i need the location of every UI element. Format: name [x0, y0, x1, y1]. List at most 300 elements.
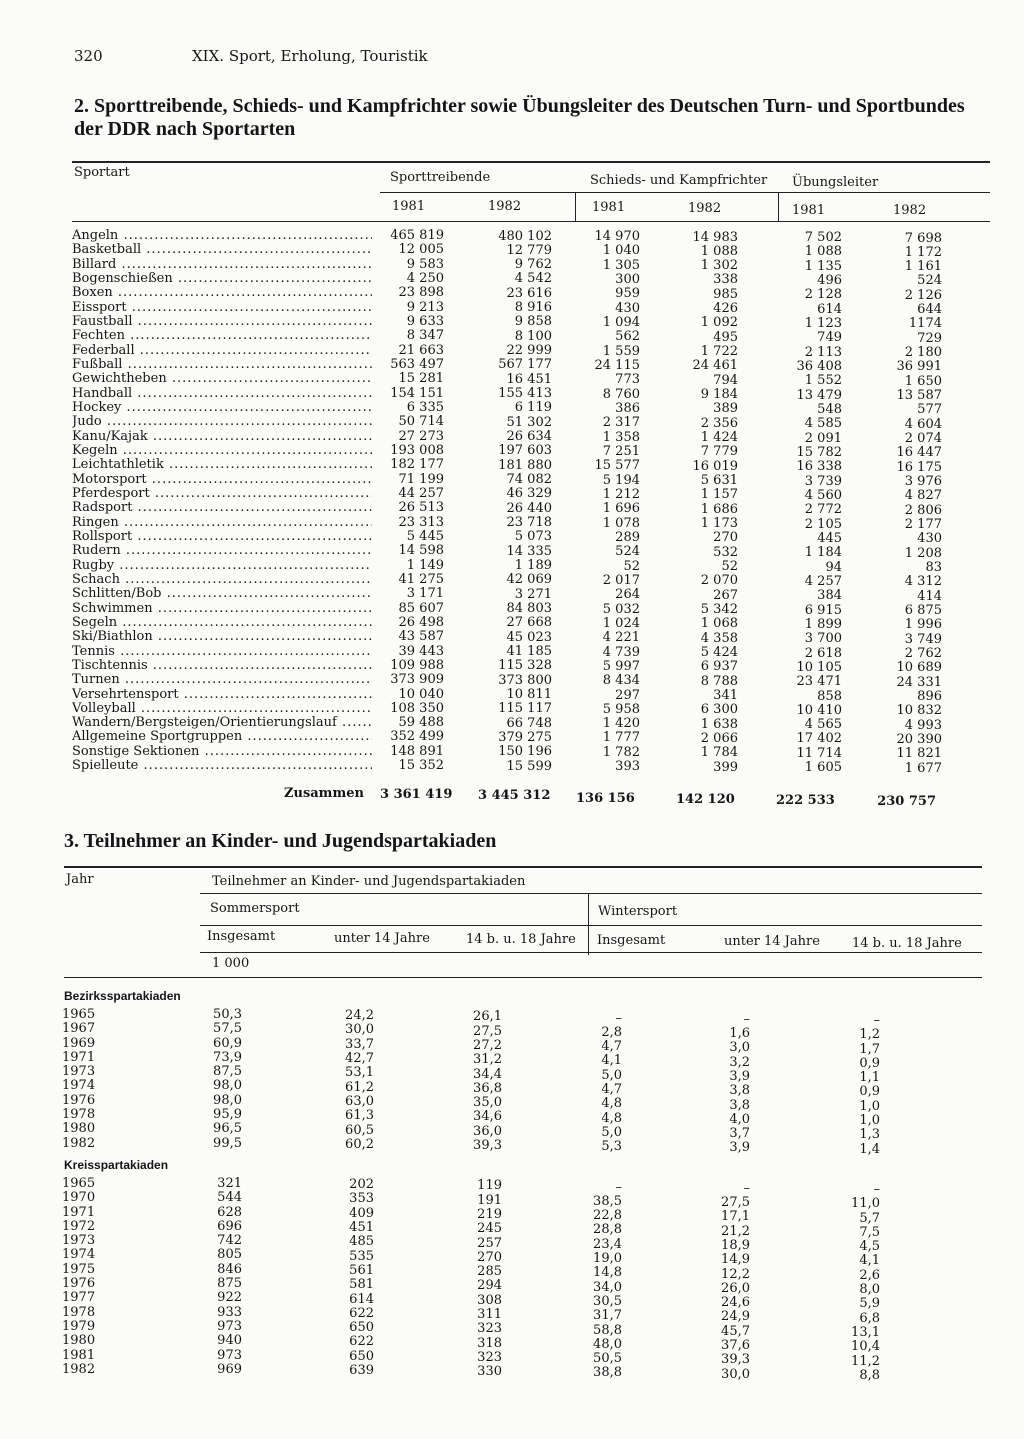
cell-value: 30,5: [593, 1293, 622, 1309]
cell-value: 2 017: [602, 572, 640, 588]
cell-value: 9 633: [406, 313, 444, 329]
table-row: [0, 356, 1000, 375]
sub-insgesamt: Insgesamt: [207, 929, 276, 944]
cell-value: 23 471: [796, 674, 842, 690]
year-cell: 1965: [62, 1007, 96, 1022]
cell-value: 10 811: [506, 687, 552, 702]
cell-value: 14 335: [506, 543, 552, 559]
table-row: [0, 514, 1000, 533]
sportart-name: Eissport .....: [72, 301, 372, 315]
cell-value: 38,5: [593, 1193, 622, 1209]
cell-value: 1 722: [700, 344, 738, 360]
cell-value: 409: [349, 1205, 374, 1221]
cell-value: 8,8: [859, 1367, 880, 1383]
cell-value: 1 650: [904, 373, 942, 389]
cell-value: 150 196: [498, 744, 552, 760]
cell-value: 4 585: [804, 416, 842, 432]
cell-value: 1 024: [602, 615, 640, 631]
cell-value: 535: [349, 1248, 374, 1264]
cell-value: 563 497: [390, 356, 444, 372]
cell-value: 323: [477, 1321, 502, 1337]
cell-value: 742: [217, 1233, 242, 1249]
cell-value: 496: [817, 272, 842, 288]
cell-value: 2 113: [804, 344, 842, 360]
sportart-name: Bogenschießen .....: [72, 272, 372, 286]
cell-value: 11,2: [851, 1353, 880, 1369]
cell-value: 267: [713, 587, 738, 603]
cell-value: 181 880: [498, 457, 552, 473]
cell-value: 426: [713, 301, 738, 317]
cell-value: 14,9: [721, 1252, 750, 1268]
cell-value: 858: [817, 688, 842, 704]
cell-value: 614: [349, 1291, 374, 1307]
table3-section2-body: [0, 1176, 1000, 1383]
cell-value: 2 772: [804, 502, 842, 518]
cell-value: 430: [615, 300, 640, 316]
cell-value: 544: [217, 1190, 242, 1206]
cell-value: 628: [217, 1204, 242, 1220]
section-bezirk: Bezirksspartakiaden: [64, 989, 181, 1003]
cell-value: 3 171: [406, 586, 444, 602]
cell-value: 3 271: [514, 586, 552, 602]
cell-value: 15 599: [506, 758, 552, 774]
cell-value: 973: [217, 1347, 242, 1363]
cell-value: 182 177: [390, 457, 444, 473]
cell-value: 323: [477, 1349, 502, 1365]
table-row: [0, 256, 1000, 275]
cell-value: 8 760: [602, 386, 640, 402]
table-row: [0, 285, 1000, 303]
cell-value: 13,1: [851, 1324, 880, 1340]
sportart-name: Basketball .....: [72, 243, 372, 257]
sportart-name: Fechten .....: [72, 329, 372, 343]
cell-value: 896: [917, 689, 942, 704]
cell-value: 5 958: [602, 701, 640, 717]
cell-value: 66 748: [506, 715, 552, 731]
cell-value: 10 689: [896, 660, 942, 676]
divider: [200, 952, 982, 953]
table2-header-rule: [72, 221, 990, 222]
cell-value: 1 208: [904, 545, 942, 561]
cell-value: 109 988: [390, 657, 444, 673]
sportart-name: Wandern/Bergsteigen/Orientierungslauf .....: [72, 716, 372, 730]
cell-value: 8 916: [514, 300, 552, 316]
cell-value: 4 739: [602, 644, 640, 660]
sportart-name: Federball .....: [72, 344, 372, 358]
cell-value: 17 402: [796, 731, 842, 747]
t2-year-1981-c: 1981: [792, 203, 826, 218]
cell-value: 2 128: [804, 287, 842, 303]
cell-value: 1 068: [700, 616, 738, 632]
cell-value: 1 996: [904, 617, 942, 633]
cell-value: 5,9: [859, 1296, 880, 1312]
cell-value: 650: [349, 1320, 374, 1336]
table-row: [0, 1007, 1000, 1028]
table2-group-rule: [380, 192, 990, 193]
cell-value: 567 177: [498, 357, 552, 373]
cell-value: 561: [349, 1262, 374, 1278]
year-cell: 1967: [62, 1021, 96, 1037]
cell-value: 36 408: [796, 358, 842, 374]
cell-value: 6 335: [406, 399, 444, 415]
cell-value: 6 300: [700, 702, 738, 718]
cell-value: 4,0: [729, 1111, 750, 1127]
table-row: [0, 543, 1000, 561]
cell-value: 39,3: [721, 1352, 750, 1368]
cell-value: 99,5: [213, 1135, 242, 1151]
year-cell: 1973: [62, 1233, 96, 1249]
sub-unter14: unter 14 Jahre: [334, 931, 430, 946]
cell-value: 3,0: [729, 1040, 750, 1056]
table-row: [0, 557, 1000, 576]
cell-value: 7 502: [804, 230, 842, 245]
table-row: [0, 385, 1000, 404]
cell-value: 2 762: [904, 646, 942, 662]
cell-value: 17,1: [721, 1209, 750, 1225]
cell-value: 614: [817, 301, 842, 317]
cell-value: 39 443: [398, 643, 444, 659]
cell-value: 1 135: [804, 258, 842, 274]
cell-value: 1 358: [602, 429, 640, 445]
year-cell: 1970: [62, 1190, 96, 1206]
total-value: 222 533: [776, 793, 835, 808]
cell-value: 5,7: [859, 1210, 880, 1226]
sub-14bis18-w: 14 b. u. 18 Jahre: [852, 936, 962, 951]
cell-value: 2 317: [602, 415, 640, 431]
cell-value: 1 123: [804, 315, 842, 331]
cell-value: 7 251: [602, 443, 640, 459]
table-row: [0, 313, 1000, 332]
cell-value: 696: [217, 1218, 242, 1234]
cell-value: 338: [713, 272, 738, 288]
cell-value: 61,3: [345, 1108, 374, 1124]
sportart-name: Boxen .....: [72, 286, 372, 300]
cell-value: 5 445: [406, 528, 444, 544]
cell-value: 31,7: [593, 1308, 622, 1324]
cell-value: 15 352: [398, 758, 444, 774]
cell-value: 4,5: [859, 1239, 880, 1255]
cell-value: 10 410: [796, 702, 842, 718]
year-cell: 1981: [62, 1347, 96, 1363]
cell-value: 7 698: [904, 230, 942, 246]
cell-value: 60,2: [345, 1136, 374, 1152]
year-cell: 1969: [62, 1035, 96, 1051]
cell-value: –: [873, 1182, 880, 1197]
cell-value: 27,5: [473, 1023, 502, 1039]
cell-value: 622: [349, 1305, 374, 1321]
year-cell: 1971: [62, 1204, 96, 1220]
year-cell: 1982: [62, 1361, 96, 1377]
cell-value: 969: [217, 1361, 242, 1377]
cell-value: 1 899: [804, 616, 842, 632]
sportart-name: Spielleute .....: [72, 759, 372, 773]
sportart-name: Handball .....: [72, 387, 372, 401]
cell-value: 24 331: [896, 674, 942, 690]
cell-value: 191: [477, 1192, 502, 1208]
table-row: [0, 399, 1000, 418]
unit-label: 1 000: [212, 956, 250, 971]
group-sporttreibende: Sporttreibende: [390, 170, 491, 185]
cell-value: 581: [349, 1277, 374, 1293]
sportart-name: Hockey .....: [72, 401, 372, 415]
cell-value: 24 461: [692, 358, 738, 374]
cell-value: 373 909: [390, 672, 444, 688]
cell-value: 1 420: [602, 716, 640, 732]
cell-value: 5 342: [700, 602, 738, 618]
cell-value: 1 552: [804, 373, 842, 389]
cell-value: 22,8: [593, 1208, 622, 1224]
divider: [200, 925, 982, 926]
cell-value: 4 565: [804, 717, 842, 733]
divider: [575, 192, 576, 221]
sportart-name: Rollsport .....: [72, 530, 372, 544]
cell-value: 10 105: [796, 659, 842, 675]
table-row: [0, 342, 1000, 361]
cell-value: 6 937: [700, 659, 738, 675]
cell-value: 2 356: [700, 415, 738, 431]
cell-value: 13 587: [896, 388, 942, 404]
cell-value: 1 305: [602, 257, 640, 273]
cell-value: 23 898: [398, 285, 444, 301]
year-cell: 1973: [62, 1064, 96, 1080]
cell-value: 495: [713, 329, 738, 345]
table2-body: [0, 228, 1000, 776]
cell-value: 39,3: [473, 1138, 502, 1154]
cell-value: 1 040: [602, 243, 640, 259]
cell-value: 1 172: [904, 244, 942, 260]
sportart-name: Ringen .....: [72, 516, 372, 530]
cell-value: 12 779: [506, 242, 552, 258]
cell-value: 8,0: [859, 1282, 880, 1298]
year-cell: 1980: [62, 1333, 96, 1349]
cell-value: 83: [925, 560, 942, 576]
year-cell: 1972: [62, 1218, 96, 1234]
cell-value: 16 019: [692, 458, 738, 474]
table-row: [0, 729, 1000, 747]
t2-year-1982-c: 1982: [893, 203, 927, 218]
cell-value: 41 185: [506, 644, 552, 660]
cell-value: 308: [477, 1292, 502, 1308]
cell-value: 4,1: [859, 1253, 880, 1269]
cell-value: 5,3: [601, 1139, 622, 1155]
table3-title: 3. Teilnehmer an Kinder- und Jugendspartakiaden: [64, 830, 497, 852]
cell-value: 6 119: [514, 400, 552, 416]
divider: [588, 893, 589, 955]
cell-value: 1,7: [859, 1041, 880, 1057]
cell-value: 36,0: [473, 1123, 502, 1139]
cell-value: 18,9: [721, 1237, 750, 1253]
sportart-name: Fußball .....: [72, 358, 372, 372]
cell-value: 9 213: [406, 299, 444, 315]
cell-value: 9 184: [700, 387, 738, 403]
col-sportart: Sportart: [74, 165, 130, 180]
cell-value: 445: [817, 530, 842, 546]
cell-value: 45,7: [721, 1323, 750, 1339]
cell-value: 34,0: [593, 1279, 622, 1295]
cell-value: 11,0: [851, 1196, 880, 1212]
table-row: [0, 270, 1000, 289]
cell-value: 1 189: [514, 558, 552, 574]
cell-value: 5 194: [602, 472, 640, 488]
cell-value: 264: [615, 587, 640, 603]
cell-value: 34,4: [473, 1066, 502, 1082]
cell-value: 4 358: [700, 630, 738, 646]
table2-title: 2. Sporttreibende, Schieds- und Kampfrichter sowie Übungsleiter des Deutschen Turn- und Sportbundes der DDR nach Sportarten: [74, 95, 965, 140]
cell-value: 1 638: [700, 716, 738, 732]
year-cell: 1980: [62, 1121, 96, 1137]
cell-value: 24 115: [594, 357, 640, 373]
cell-value: 26 634: [506, 429, 552, 445]
cell-value: 1,2: [859, 1027, 880, 1043]
cell-value: 26,0: [721, 1280, 750, 1296]
sportart-name: Segeln .....: [72, 616, 372, 630]
cell-value: 480 102: [498, 228, 552, 244]
cell-value: 2 806: [904, 502, 942, 518]
cell-value: 562: [615, 329, 640, 345]
sportart-name: Allgemeine Sportgruppen .....: [72, 730, 372, 744]
total-label: Zusammen: [284, 786, 364, 801]
cell-value: 4 542: [514, 271, 552, 287]
sportart-name: Billard .....: [72, 258, 372, 272]
cell-value: 63,0: [345, 1093, 374, 1109]
cell-value: 219: [477, 1206, 502, 1222]
total-value: 230 757: [877, 794, 936, 809]
cell-value: 2,8: [601, 1024, 622, 1040]
sportart-name: Pferdesport .....: [72, 487, 372, 501]
t2-year-1982-a: 1982: [488, 199, 522, 214]
cell-value: 1 092: [700, 315, 738, 331]
cell-value: 3 700: [804, 631, 842, 647]
cell-value: 87,5: [213, 1064, 242, 1080]
cell-value: 846: [217, 1261, 242, 1277]
cell-value: 379 275: [498, 729, 552, 745]
table-row: [0, 1049, 1000, 1071]
cell-value: 4 560: [804, 487, 842, 503]
cell-value: 1 173: [700, 516, 738, 532]
cell-value: 451: [349, 1220, 374, 1236]
cell-value: 2 618: [804, 645, 842, 661]
cell-value: 34,6: [473, 1109, 502, 1125]
cell-value: 548: [817, 401, 842, 417]
cell-value: 4,8: [601, 1110, 622, 1126]
sportart-name: Kegeln .....: [72, 444, 372, 458]
cell-value: 15 281: [398, 371, 444, 387]
cell-value: 7 779: [700, 444, 738, 460]
cell-value: 2,6: [859, 1267, 880, 1283]
sportart-name: Judo .....: [72, 415, 372, 429]
table-row: [0, 715, 1000, 733]
chapter-title: XIX. Sport, Erholung, Touristik: [192, 47, 428, 65]
cell-value: 44 257: [398, 485, 444, 501]
cell-value: 202: [349, 1177, 374, 1193]
cell-value: 26 498: [398, 614, 444, 630]
sportart-name: Turnen .....: [72, 673, 372, 687]
year-cell: 1974: [62, 1078, 96, 1094]
table-row: [0, 528, 1000, 547]
cell-value: 119: [477, 1178, 502, 1194]
cell-value: 341: [713, 688, 738, 703]
cell-value: 294: [477, 1278, 502, 1294]
cell-value: 985: [713, 286, 738, 302]
table-row: [0, 471, 1000, 490]
cell-value: 14,8: [593, 1265, 622, 1281]
cell-value: 3,2: [729, 1054, 750, 1070]
cell-value: 24,6: [721, 1295, 750, 1311]
cell-value: 23,4: [593, 1236, 622, 1252]
cell-value: 27 668: [506, 615, 552, 631]
cell-value: 297: [615, 687, 640, 703]
sportart-name: Kanu/Kajak .....: [72, 430, 372, 444]
table-row: [0, 688, 1000, 702]
cell-value: 36 991: [896, 359, 942, 375]
cell-value: 30,0: [345, 1022, 374, 1038]
cell-value: 1 782: [602, 744, 640, 760]
cell-value: 16 338: [796, 459, 842, 475]
cell-value: 3 749: [904, 631, 942, 647]
cell-value: 28,8: [593, 1222, 622, 1238]
cell-value: –: [615, 1179, 622, 1195]
cell-value: 4 827: [904, 488, 942, 504]
cell-value: 5 073: [514, 529, 552, 545]
table-row: [0, 614, 1000, 633]
cell-value: 16 451: [506, 371, 552, 387]
sportart-name: Schach .....: [72, 573, 372, 587]
cell-value: 245: [477, 1221, 502, 1237]
cell-value: 639: [349, 1363, 374, 1379]
table-row: [0, 758, 1000, 776]
cell-value: 13 479: [796, 387, 842, 403]
cell-value: 8 788: [700, 673, 738, 689]
sub-unter14-w: unter 14 Jahre: [724, 934, 820, 949]
cell-value: 16 175: [896, 459, 942, 475]
cell-value: 10 040: [398, 686, 444, 702]
cell-value: 115 117: [498, 701, 552, 717]
cell-value: 4,8: [601, 1096, 622, 1112]
cell-value: 15 577: [594, 458, 640, 474]
cell-value: 1 078: [602, 515, 640, 531]
cell-value: 9 583: [406, 256, 444, 272]
cell-value: 96,5: [213, 1121, 242, 1137]
cell-value: 1 088: [700, 243, 738, 259]
cell-value: 1 559: [602, 343, 640, 359]
cell-value: 318: [477, 1335, 502, 1351]
t2-year-1981-a: 1981: [392, 199, 426, 214]
table-row: [0, 242, 1000, 260]
cell-value: 6 875: [904, 603, 942, 619]
cell-value: 289: [615, 529, 640, 545]
cell-value: 14 970: [594, 229, 640, 244]
cell-value: 1 605: [804, 760, 842, 776]
table-row: [0, 571, 1000, 590]
table-row: [0, 428, 1000, 447]
cell-value: 644: [917, 302, 942, 318]
cell-value: 1 686: [700, 501, 738, 517]
sportart-name: Ski/Biathlon .....: [72, 630, 372, 644]
sportart-name: Gewichtheben .....: [72, 372, 372, 386]
cell-value: –: [743, 1180, 750, 1196]
cell-value: 37,6: [721, 1338, 750, 1354]
cell-value: 155 413: [498, 386, 552, 402]
cell-value: 51 302: [506, 414, 552, 430]
cell-value: 98,0: [213, 1078, 242, 1094]
cell-value: 20 390: [896, 731, 942, 747]
cell-value: 384: [817, 588, 842, 604]
table-row: [0, 371, 1000, 389]
cell-value: 3,7: [729, 1126, 750, 1142]
cell-value: 393: [615, 759, 640, 775]
cell-value: 36,8: [473, 1080, 502, 1096]
cell-value: 12,2: [721, 1266, 750, 1282]
